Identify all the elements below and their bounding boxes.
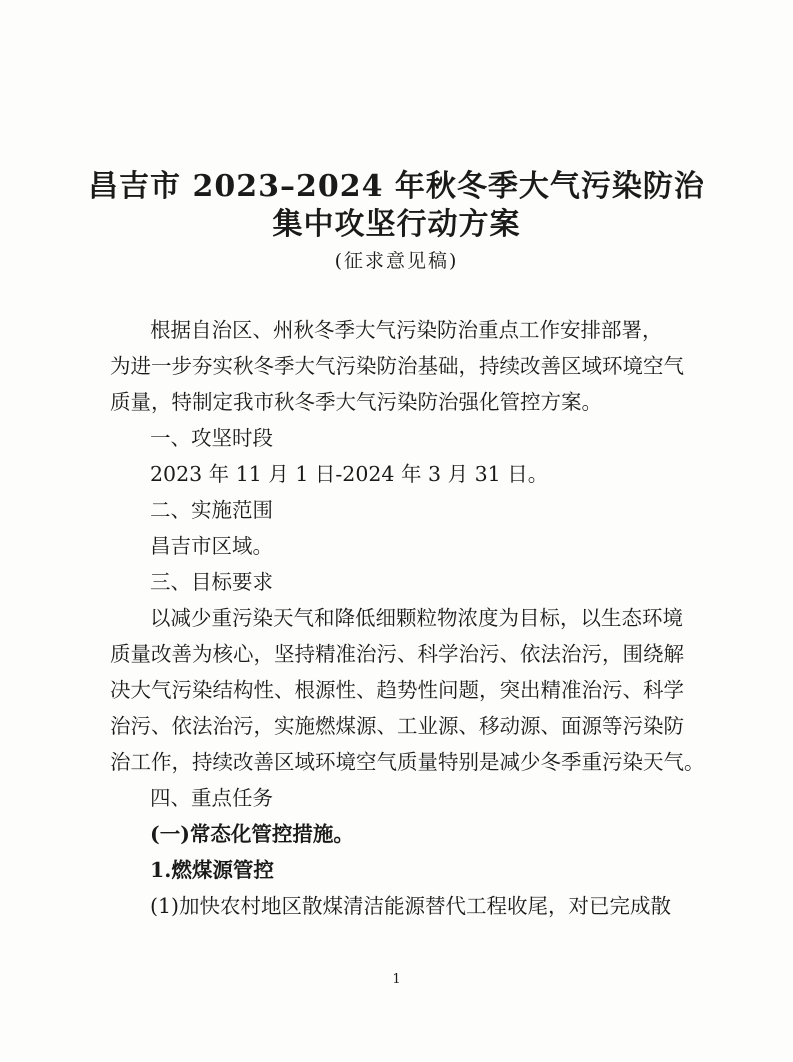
document-title-line2: 集中攻坚行动方案 <box>272 207 521 242</box>
item1-heading: 1.燃煤源管控 <box>150 858 274 882</box>
document-title-line1: 昌吉市 2023–2024 年秋冬季大气污染防治 <box>88 169 705 204</box>
section1-text: 2023 年 11 月 1 日-2024 年 3 月 31 日。 <box>150 462 549 486</box>
section3-line-3: 决大气污染结构性、根源性、趋势性问题，突出精准治污、科学 <box>110 678 684 702</box>
document-subtitle: (征求意见稿) <box>334 250 459 272</box>
intro-line-2: 为进一步夯实秋冬季大气污染防治基础，持续改善区域环境空气 <box>110 354 684 378</box>
section3-line-2: 质量改善为核心，坚持精准治污、科学治污、依法治污，围绕解 <box>110 642 684 666</box>
section3-line-1: 以减少重污染天气和降低细颗粒物浓度为目标，以生态环境 <box>150 606 683 630</box>
intro-line-1: 根据自治区、州秋冬季大气污染防治重点工作安排部署， <box>150 318 663 342</box>
section2-text: 昌吉市区域。 <box>150 534 273 558</box>
section3-line-4: 治污、依法治污，实施燃煤源、工业源、移动源、面源等污染防 <box>110 714 684 738</box>
intro-line-3: 质量，特制定我市秋冬季大气污染防治强化管控方案。 <box>110 390 602 414</box>
section2-heading: 二、实施范围 <box>150 498 273 522</box>
section3-heading: 三、目标要求 <box>150 570 273 594</box>
section3-line-5: 治工作，持续改善区域环境空气质量特别是减少冬季重污染天气。 <box>110 750 705 774</box>
subsection1-heading: (一)常态化管控措施。 <box>150 822 354 846</box>
section4-heading: 四、重点任务 <box>150 786 273 810</box>
section1-heading: 一、攻坚时段 <box>150 426 273 450</box>
item1-text: (1)加快农村地区散煤清洁能源替代工程收尾，对已完成散 <box>150 894 672 918</box>
page-number: 1 <box>392 972 401 987</box>
